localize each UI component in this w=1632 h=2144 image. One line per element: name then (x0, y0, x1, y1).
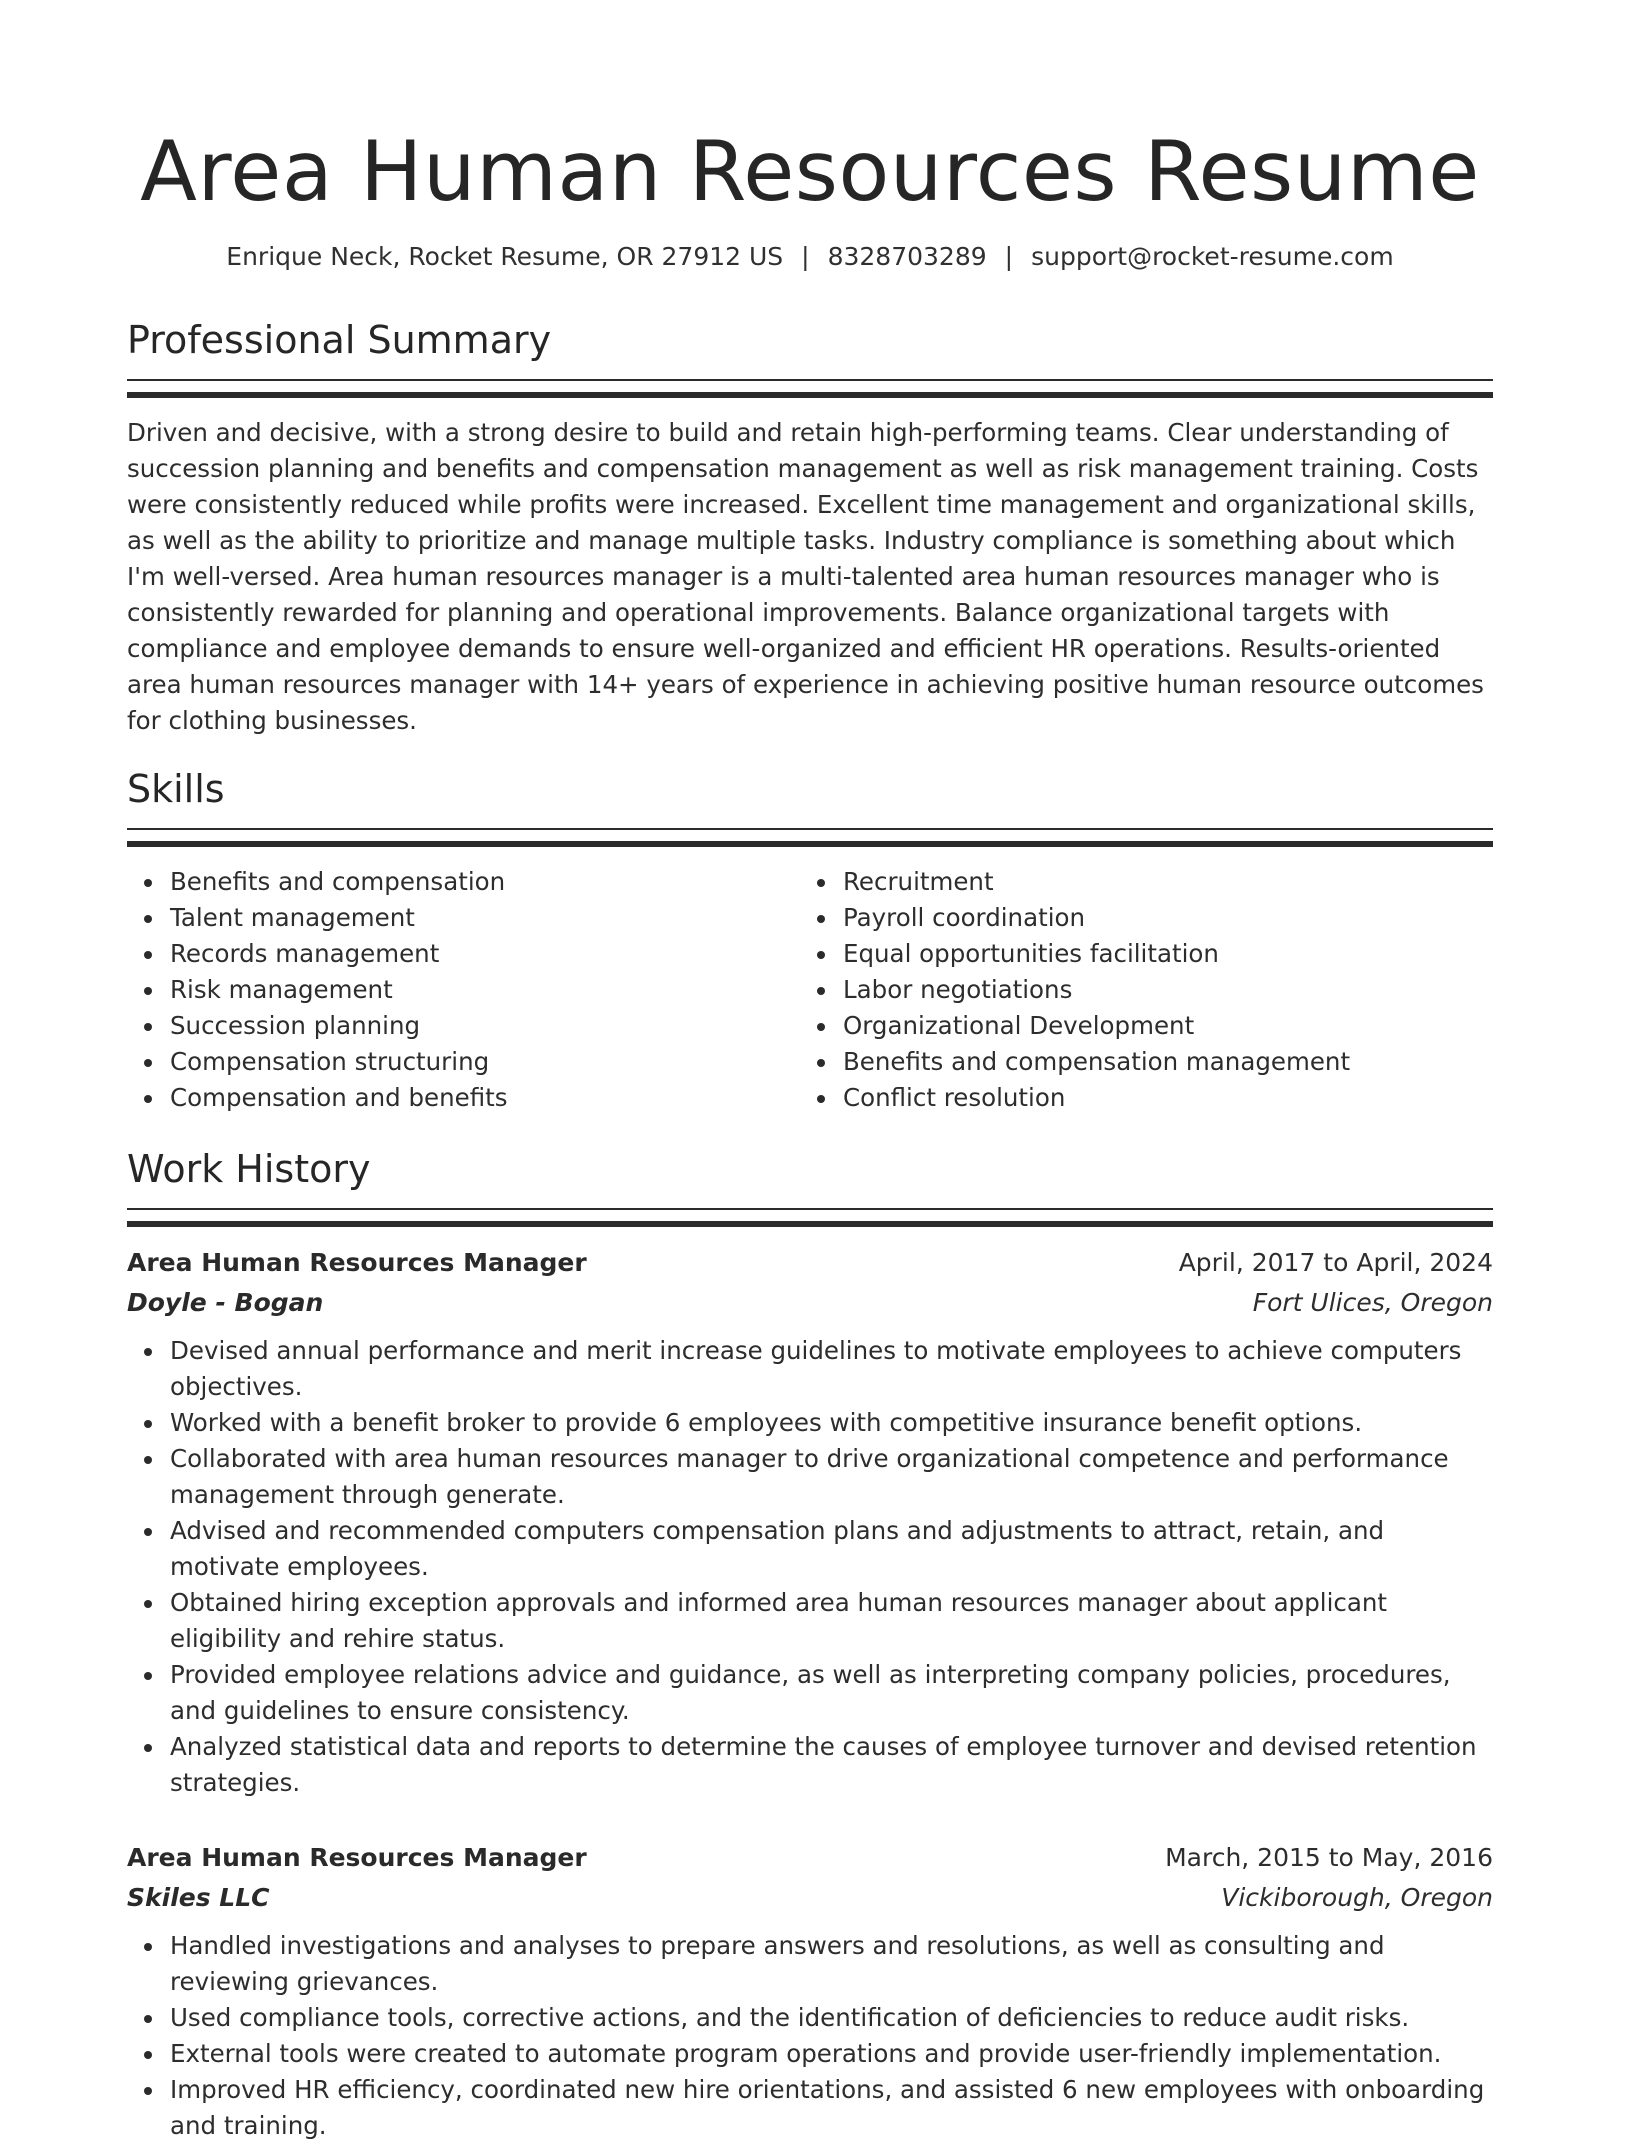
skill-item: Organizational Development (843, 1008, 1473, 1044)
job-bullet-list (127, 1333, 1493, 1801)
job-bullet: Worked with a benefit broker to provide 6 employees with competitive insurance benefit options. (170, 1405, 1493, 1441)
job-bullet: Provided employee relations advice and guidance, as well as interpreting company policies, procedures, and guidelines to ensure consistency. (170, 1657, 1493, 1729)
job-bullet: External tools were created to automate program operations and provide user-friendly implementation. (170, 2036, 1493, 2072)
job-header (127, 1839, 1493, 1877)
skills-list-left (127, 864, 800, 1116)
job-title: Area Human Resources Manager (127, 1843, 587, 1872)
resume-title: Area Human Resources Resume (140, 123, 1480, 220)
skill-item: Benefits and compensation (170, 864, 800, 900)
job-bullet: Advised and recommended computers compensation plans and adjustments to attract, retain, and motivate employees. (170, 1513, 1493, 1585)
section-divider (127, 828, 1493, 847)
skill-item: Risk management (170, 972, 800, 1008)
job-bullet: Collaborated with area human resources manager to drive organizational competence and performance management through generate. (170, 1441, 1493, 1513)
summary-text: Driven and decisive, with a strong desire to build and retain high-performing teams. Clear understanding of succession planning and benefits and compensation management as well as risk management training. Costs were consistently reduced while profits were increased. Excellent time management and organizational skills, as well as the ability to prioritize and manage multiple tasks. Industry compliance is something about which I'm well-versed. Area human resources manager is a multi-talented area human resources manager who is consistently rewarded for planning and operational improvements. Balance organizational targets with compliance and employee demands to ensure well-organized and efficient HR operations. Results-oriented area human resources manager with 14+ years of experience in achieving positive human resource outcomes for clothing businesses. (127, 418, 1484, 735)
contact-line (127, 239, 1493, 275)
job-dates: March, 2015 to May, 2016 (1165, 1843, 1493, 1872)
skill-item: Compensation and benefits (170, 1080, 800, 1116)
job-bullet: Devised annual performance and merit increase guidelines to motivate employees to achieve computers objectives. (170, 1333, 1493, 1405)
resume-page (127, 0, 1493, 2144)
contact-separator: | (1004, 242, 1014, 271)
skills-grid (127, 864, 1493, 1116)
skill-item: Compensation structuring (170, 1044, 800, 1080)
skill-item: Records management (170, 936, 800, 972)
skill-item: Succession planning (170, 1008, 800, 1044)
skill-item: Labor negotiations (843, 972, 1473, 1008)
job-bullet: Obtained hiring exception approvals and informed area human resources manager about applicant eligibility and rehire status. (170, 1585, 1493, 1657)
skill-item: Talent management (170, 900, 800, 936)
skill-item: Equal opportunities facilitation (843, 936, 1473, 972)
job-header (127, 1244, 1493, 1282)
job-entry (127, 1839, 1493, 2144)
contact-separator: | (801, 242, 810, 271)
work-history-heading: Work History (127, 1147, 371, 1191)
job-bullet: Used compliance tools, corrective actions, and the identification of deficiencies to reduce audit risks. (170, 2000, 1493, 2036)
job-dates: April, 2017 to April, 2024 (1178, 1248, 1493, 1277)
section-divider (127, 379, 1493, 398)
skill-item: Benefits and compensation management (843, 1044, 1473, 1080)
job-entry (127, 1244, 1493, 1801)
section-divider (127, 1208, 1493, 1227)
skills-heading: Skills (127, 767, 225, 811)
job-title: Area Human Resources Manager (127, 1248, 587, 1277)
skill-item: Recruitment (843, 864, 1473, 900)
contact-email: support@rocket-resume.com (1031, 242, 1394, 271)
skill-item: Payroll coordination (843, 900, 1473, 936)
job-subheader (127, 1284, 1493, 1322)
job-subheader (127, 1879, 1493, 1917)
job-location: Vickiborough, Oregon (1221, 1883, 1493, 1912)
job-bullet: Analyzed statistical data and reports to determine the causes of employee turnover and devised retention strategies. (170, 1729, 1493, 1801)
job-bullet: Improved HR efficiency, coordinated new hire orientations, and assisted 6 new employees with onboarding and training. (170, 2072, 1493, 2144)
job-bullet: Handled investigations and analyses to prepare answers and resolutions, as well as consulting and reviewing grievances. (170, 1928, 1493, 2000)
job-company: Skiles LLC (127, 1883, 270, 1912)
skill-item: Conflict resolution (843, 1080, 1473, 1116)
summary-heading: Professional Summary (127, 318, 552, 362)
job-location: Fort Ulices, Oregon (1252, 1288, 1493, 1317)
contact-phone: 8328703289 (827, 242, 987, 271)
skills-list-right (800, 864, 1473, 1116)
job-company: Doyle - Bogan (127, 1288, 324, 1317)
contact-address: Enrique Neck, Rocket Resume, OR 27912 US (226, 242, 784, 271)
